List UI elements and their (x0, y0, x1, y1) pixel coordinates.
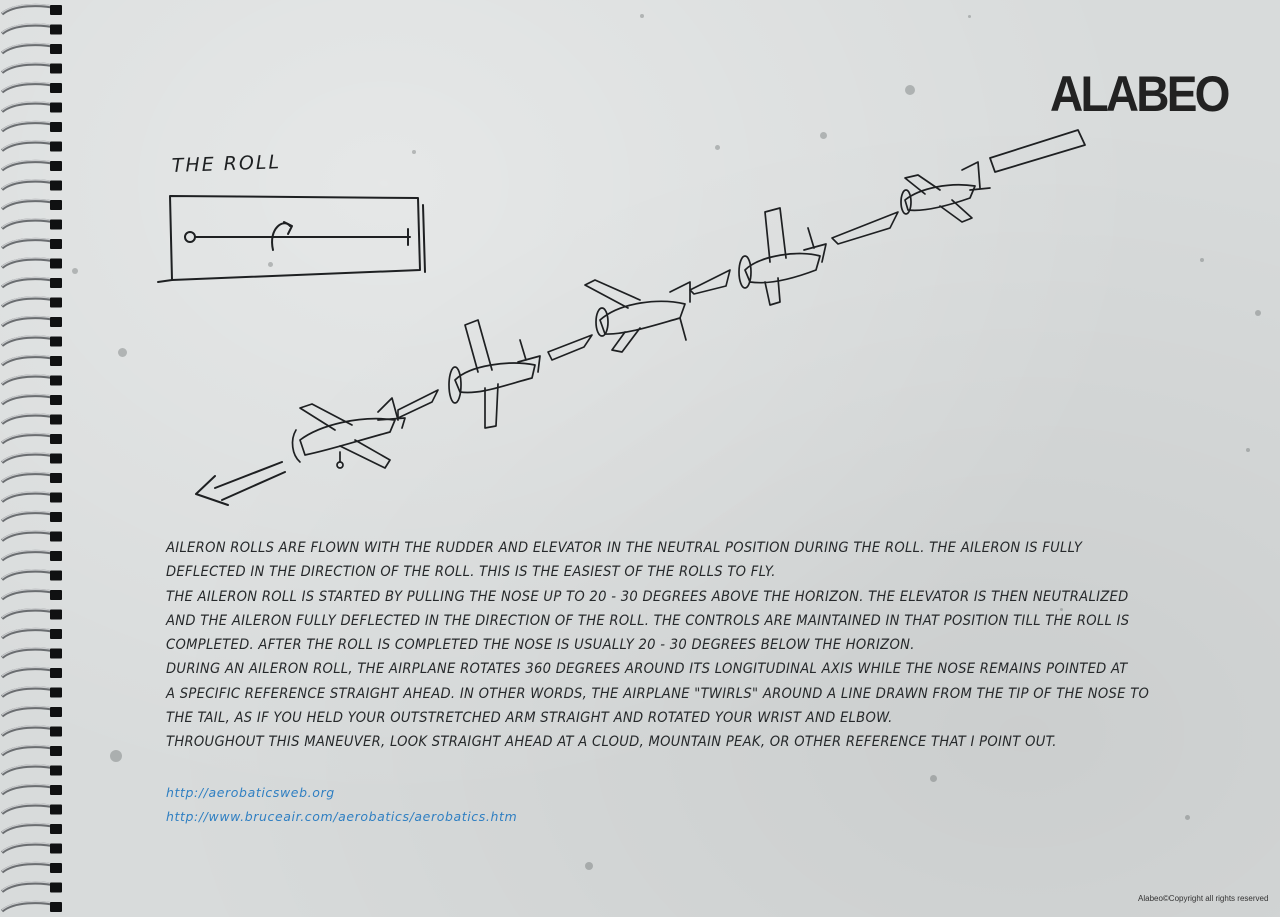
paragraph-line: THROUGHOUT THIS MANEUVER, LOOK STRAIGHT AHEAD AT A CLOUD, MOUNTAIN PEAK, OR OTHER REFERENCE THAT I POINT OUT. (166, 733, 1057, 751)
paragraph-line: THE AILERON ROLL IS STARTED BY PULLING THE NOSE UP TO 20 - 30 DEGREES ABOVE THE HORIZON. THE ELEVATOR IS THEN NEUTRALIZED (166, 587, 1129, 605)
copyright-notice: Alabeo©Copyright all rights reserved (1138, 894, 1269, 903)
airplane-sketch-icon (449, 320, 540, 428)
paragraph-line: DURING AN AILERON ROLL, THE AIRPLANE ROTATES 360 DEGREES AROUND ITS LONGITUDINAL AXIS WHILE THE NOSE REMAINS POINTED AT (166, 660, 1128, 678)
diagram-title: THE ROLL (171, 151, 282, 177)
airplane-sketch-icon (293, 398, 405, 468)
airplane-sketch-icon (739, 208, 826, 305)
roll-symbol-icon (158, 196, 425, 282)
direction-arrow-icon (196, 462, 285, 505)
direction-strip-icon (990, 130, 1085, 172)
airplane-sketch-icon (585, 280, 690, 352)
roll-ribbon-icon (398, 212, 898, 418)
link-aerobaticsweb[interactable]: http://aerobaticsweb.org (166, 785, 335, 800)
alabeo-logo: ALABEO (1050, 66, 1228, 122)
reference-links (166, 781, 517, 829)
link-bruceair[interactable]: http://www.bruceair.com/aerobatics/aerobatics.htm (166, 809, 518, 824)
paragraph-line: AND THE AILERON FULLY DEFLECTED IN THE DIRECTION OF THE ROLL. THE CONTROLS ARE MAINTAINED IN THAT POSITION TILL THE ROLL IS (166, 611, 1130, 629)
roll-description (166, 536, 1236, 755)
paragraph-line: DEFLECTED IN THE DIRECTION OF THE ROLL. THIS IS THE EASIEST OF THE ROLLS TO FLY. (166, 563, 776, 581)
paragraph-line: COMPLETED. AFTER THE ROLL IS COMPLETED THE NOSE IS USUALLY 20 - 30 DEGREES BELOW THE HORIZON. (166, 636, 915, 654)
paragraph-line: THE TAIL, AS IF YOU HELD YOUR OUTSTRETCHED ARM STRAIGHT AND ROTATED YOUR WRIST AND ELBOW. (166, 709, 893, 727)
paragraph-line: A SPECIFIC REFERENCE STRAIGHT AHEAD. IN OTHER WORDS, THE AIRPLANE "TWIRLS" AROUND A LINE DRAWN FROM THE TIP OF THE NOSE TO (166, 684, 1150, 702)
airplane-sketch-icon (901, 162, 990, 222)
paragraph-line: AILERON ROLLS ARE FLOWN WITH THE RUDDER AND ELEVATOR IN THE NEUTRAL POSITION DURING THE ROLL. THE AILERON IS FULLY (166, 539, 1083, 556)
